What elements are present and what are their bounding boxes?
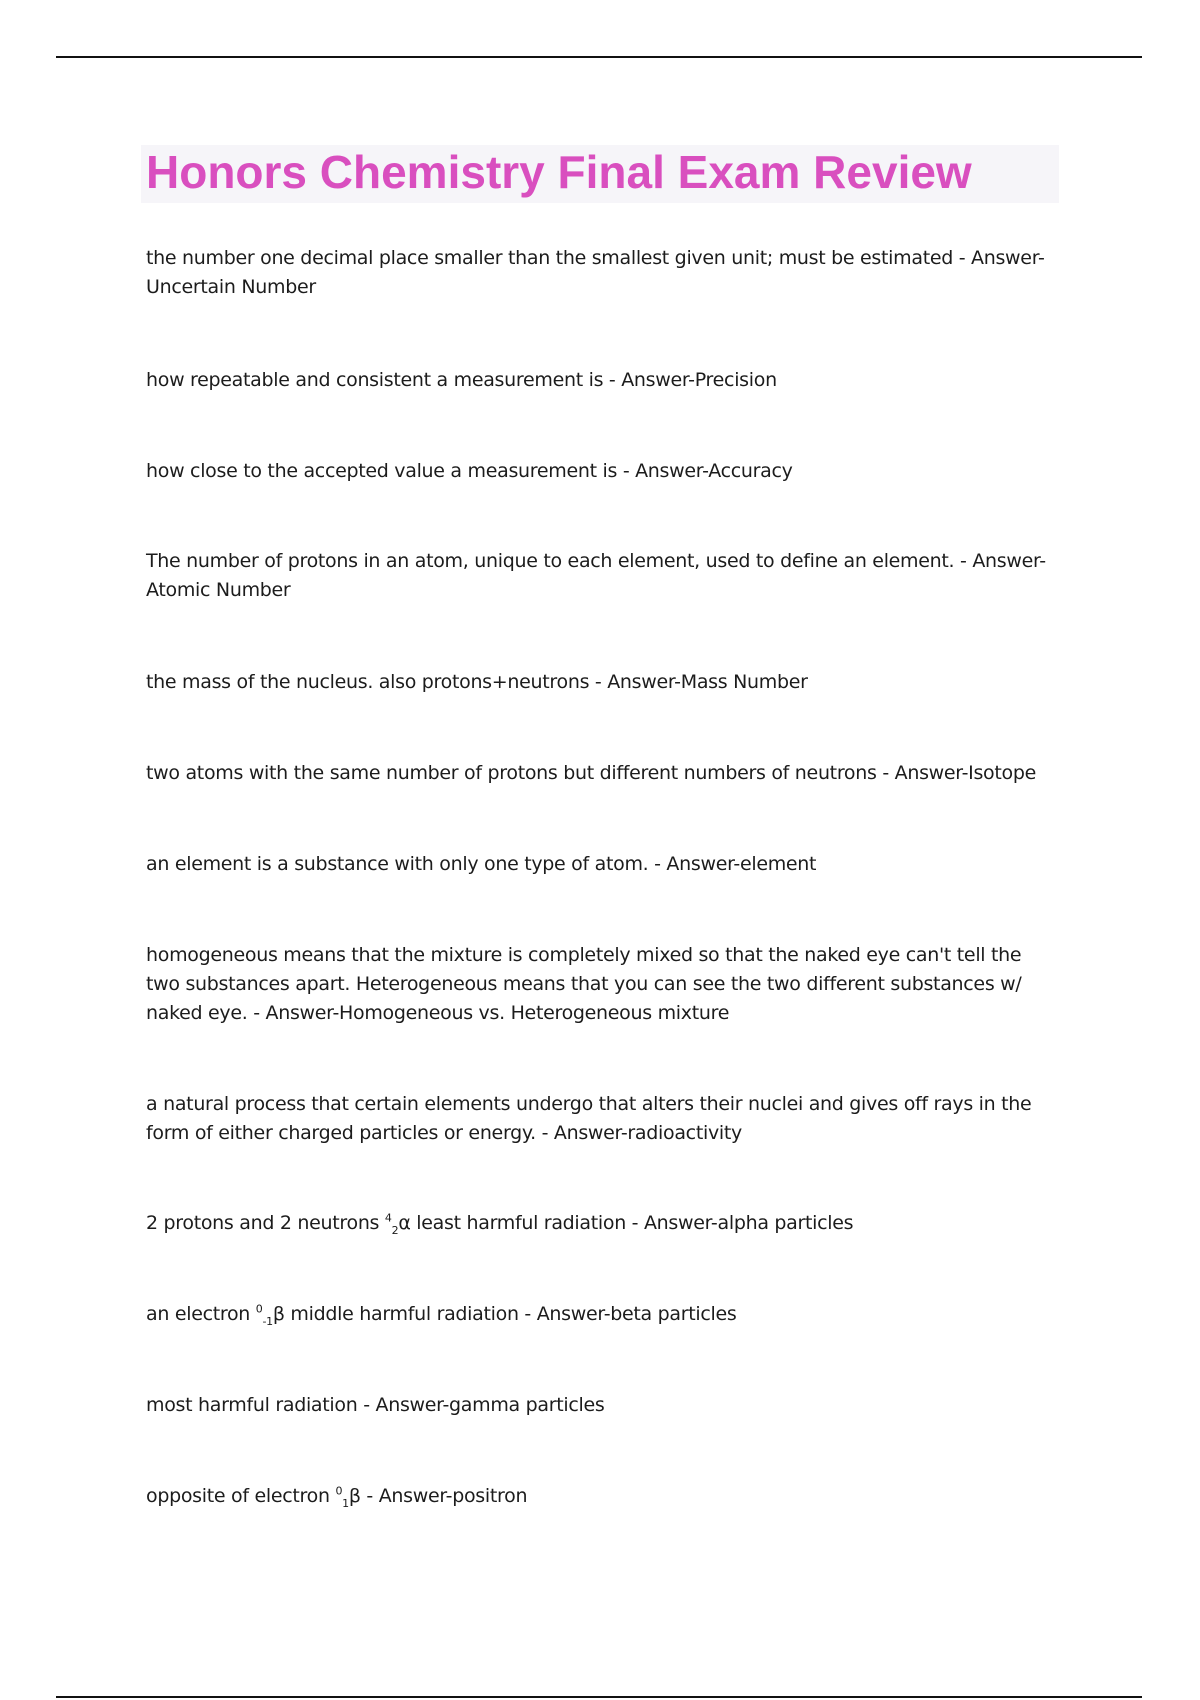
bottom-rule: [56, 1696, 1142, 1698]
qa-entry-text: middle harmful radiation - Answer-beta particles: [284, 1303, 737, 1325]
atomic-number-subscript: 2: [391, 1223, 399, 1237]
greek-symbol: β: [348, 1485, 361, 1507]
qa-entry-isotope: two atoms with the same number of protons but different numbers of neutrons - Answer-Isotope: [146, 762, 1036, 784]
qa-entry-beta-particles: [146, 1300, 1046, 1329]
qa-entry-alpha-particles: [146, 1209, 1046, 1238]
top-rule: [56, 56, 1142, 58]
qa-entry-precision: how repeatable and consistent a measurement is - Answer-Precision: [146, 369, 777, 391]
mass-number-superscript: 4: [384, 1211, 392, 1225]
qa-entry-positron: [146, 1482, 1046, 1511]
qa-entry-atomic-number: The number of protons in an atom, unique to each element, used to define an element. - Answer-Atomic Number: [146, 550, 1046, 601]
greek-symbol: α: [398, 1212, 411, 1234]
greek-symbol: β: [272, 1303, 285, 1325]
atomic-number-subscript: 1: [342, 1496, 349, 1510]
mass-number-superscript: 0: [255, 1302, 263, 1316]
qa-entry-text: - Answer-positron: [360, 1485, 528, 1507]
qa-entry-uncertain-number: the number one decimal place smaller than the smallest given unit; must be estimated - Answer-Uncertain Number: [146, 247, 1045, 298]
qa-entry-element: an element is a substance with only one type of atom. - Answer-element: [146, 853, 817, 875]
qa-entry-mixture: homogeneous means that the mixture is completely mixed so that the naked eye can't tell the two substances apart. Heterogeneous means that you can see the two different substances w/ naked eye. - Answer-Homogeneous vs. Heterogeneous mixture: [146, 944, 1022, 1024]
qa-entry-text: an electron: [146, 1303, 256, 1325]
qa-entry-text: opposite of electron: [146, 1485, 336, 1507]
page-title: Honors Chemistry Final Exam Review: [146, 146, 972, 198]
qa-entry-mass-number: the mass of the nucleus. also protons+neutrons - Answer-Mass Number: [146, 671, 808, 693]
qa-entry-text: 2 protons and 2 neutrons: [146, 1212, 385, 1234]
qa-entry-gamma-particles: most harmful radiation - Answer-gamma particles: [146, 1394, 605, 1416]
atomic-number-subscript: -1: [262, 1314, 273, 1328]
qa-entry-radioactivity: a natural process that certain elements undergo that alters their nuclei and gives off rays in the form of either charged particles or energy. - Answer-radioactivity: [146, 1093, 1032, 1144]
mass-number-superscript: 0: [335, 1484, 343, 1498]
qa-entry-text: least harmful radiation - Answer-alpha particles: [410, 1212, 854, 1234]
qa-entry-accuracy: how close to the accepted value a measurement is - Answer-Accuracy: [146, 460, 793, 482]
